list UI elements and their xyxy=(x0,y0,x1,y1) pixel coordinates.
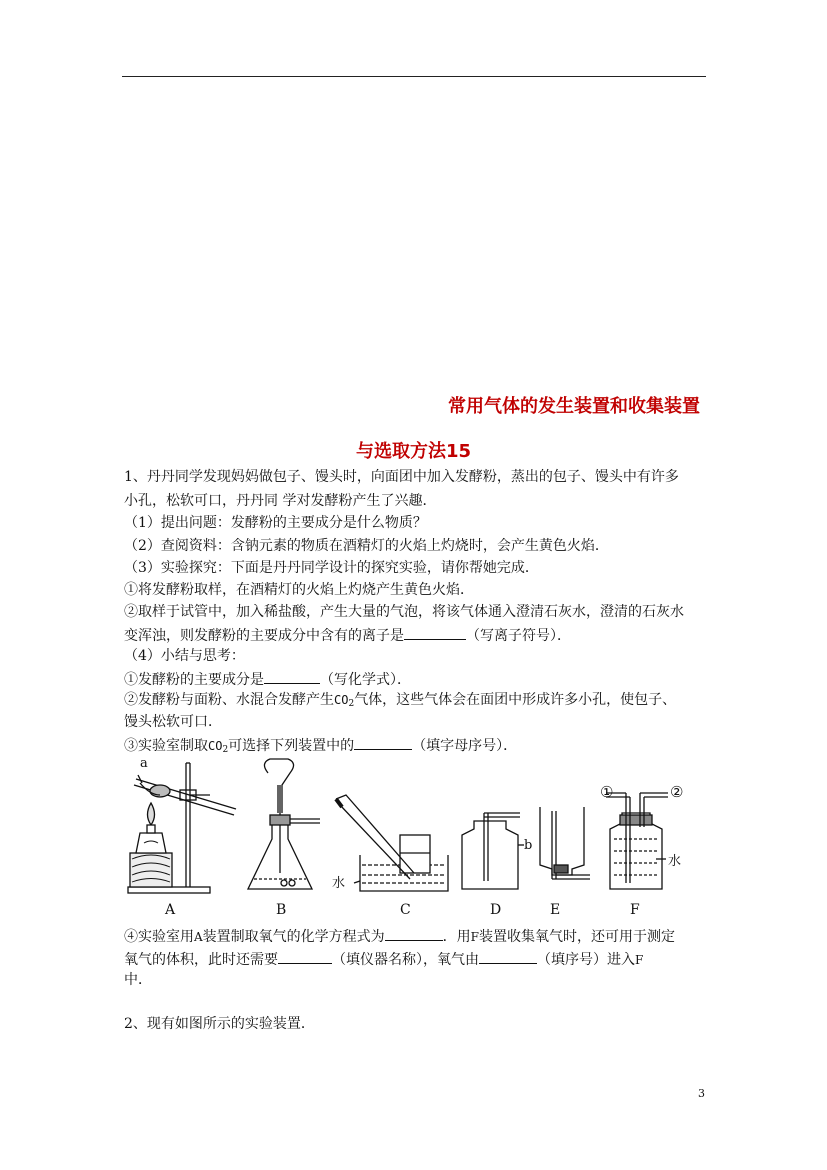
q1-line-10-text-b: （写化学式）． xyxy=(320,672,411,688)
q1-line-13-text-c: （填字母序号）． xyxy=(412,738,518,754)
q1-line-8 xyxy=(124,625,571,645)
q1-line-13-text-a: ③实验室制取 xyxy=(124,738,208,754)
q1-line-11-text-a: ②发酵粉与面粉、水混合发酵产生 xyxy=(124,692,334,708)
q1-line-15-text-b: （填仪器名称），氧气由 xyxy=(332,952,479,968)
page-number: 3 xyxy=(698,1087,705,1100)
q1-line-14-text-c: ．用 xyxy=(442,929,471,945)
q1-line-11-text-b: 气体，这些气体会在面团中形成许多小孔，使包子、 xyxy=(354,692,677,708)
q1-line-13-text-b: 可选择下列装置中的 xyxy=(228,738,355,754)
q1-line-1: 1、丹丹同学发现妈妈做包子、馒头时，向面团中加入发酵粉，蒸出的包子、馒头中有许多 xyxy=(124,469,679,485)
q1-line-15-text-a: 氧气的体积，此时还需要 xyxy=(124,952,278,968)
q1-line-3: （1）提出问题：发酵粉的主要成分是什么物质？ xyxy=(124,515,427,531)
q1-line-8-text-a: 变浑浊，则发酵粉的主要成分中含有的离子是 xyxy=(124,628,404,644)
apparatus-f xyxy=(606,793,668,889)
q1-line-2: 小孔，松软可口，丹丹同 学对发酵粉产生了兴趣． xyxy=(124,493,437,509)
q1-line-4: （2）查阅资料：含钠元素的物质在酒精灯的火焰上灼烧时，会产生黄色火焰． xyxy=(124,538,609,554)
co2-formula: CO xyxy=(334,693,349,707)
q1-line-14-text-a: ④实验室用 xyxy=(124,929,194,945)
figure-label-a: A xyxy=(165,902,176,918)
page-title-line1: 常用气体的发生装置和收集装置 xyxy=(448,396,700,417)
apparatus-a xyxy=(128,763,236,893)
answer-blank-instrument[interactable] xyxy=(278,949,332,964)
figure-label-c: C xyxy=(400,902,411,918)
q1-line-10-text-a: ①发酵粉的主要成分是 xyxy=(124,672,264,688)
apparatus-f-port-2: ② xyxy=(670,783,684,801)
q1-line-9: （4）小结与思考： xyxy=(124,648,245,664)
apparatus-e xyxy=(540,807,590,879)
co2-subscript: 2 xyxy=(348,699,355,709)
apparatus-f-water-label: 水 xyxy=(668,854,682,869)
q1-line-14 xyxy=(124,926,675,946)
q1-line-11 xyxy=(124,691,676,713)
q1-line-16: 中． xyxy=(124,972,152,988)
answer-blank-ion[interactable] xyxy=(404,625,466,640)
q1-line-14-text-d: 装置收集氧气时，还可用于测定 xyxy=(479,929,675,945)
q1-line-15-text-c: （填序号）进入 xyxy=(537,952,635,968)
figure-label-f: F xyxy=(630,902,640,918)
q1-line-10 xyxy=(124,669,411,689)
q2-line-1: 2、现有如图所示的实验装置． xyxy=(124,1016,315,1032)
answer-blank-port[interactable] xyxy=(479,949,537,964)
figure-label-b: B xyxy=(276,902,287,918)
figure-label-e: E xyxy=(550,902,561,918)
q1-line-12: 馒头松软可口． xyxy=(124,714,222,730)
page-title-line2: 与选取方法15 xyxy=(355,441,472,462)
apparatus-a-label-a: a xyxy=(140,756,148,771)
device-f-ref-2: F xyxy=(635,953,644,967)
apparatus-figure xyxy=(120,755,710,900)
q1-line-5: （3）实验探究：下面是丹丹同学设计的探究实验，请你帮她完成． xyxy=(124,560,539,576)
apparatus-b xyxy=(248,759,320,889)
apparatus-f-port-1: ① xyxy=(600,783,614,801)
q1-line-14-text-b: 装置制取氧气的化学方程式为 xyxy=(202,929,385,945)
q1-line-15 xyxy=(124,949,643,969)
q1-line-8-text-b: （写离子符号）． xyxy=(466,628,571,644)
answer-blank-formula[interactable] xyxy=(264,669,320,684)
header-rule xyxy=(122,76,706,77)
q1-line-7: ②取样于试管中，加入稀盐酸，产生大量的气泡，将该气体通入澄清石灰水，澄清的石灰水 xyxy=(124,604,684,620)
answer-blank-equation[interactable] xyxy=(385,926,443,941)
device-f-ref: F xyxy=(470,930,479,944)
co2-formula-2: CO xyxy=(208,739,223,753)
apparatus-c xyxy=(336,795,448,891)
apparatus-d-label-b: b xyxy=(524,838,533,853)
co2-subscript-2: 2 xyxy=(222,745,229,755)
figure-label-d: D xyxy=(490,902,502,918)
apparatus-c-water-label: 水 xyxy=(332,876,346,891)
device-a-ref: A xyxy=(194,930,203,944)
answer-blank-apparatus[interactable] xyxy=(354,735,412,750)
q1-line-6: ①将发酵粉取样，在酒精灯的火焰上灼烧产生黄色火焰． xyxy=(124,582,474,598)
apparatus-d xyxy=(462,813,524,889)
